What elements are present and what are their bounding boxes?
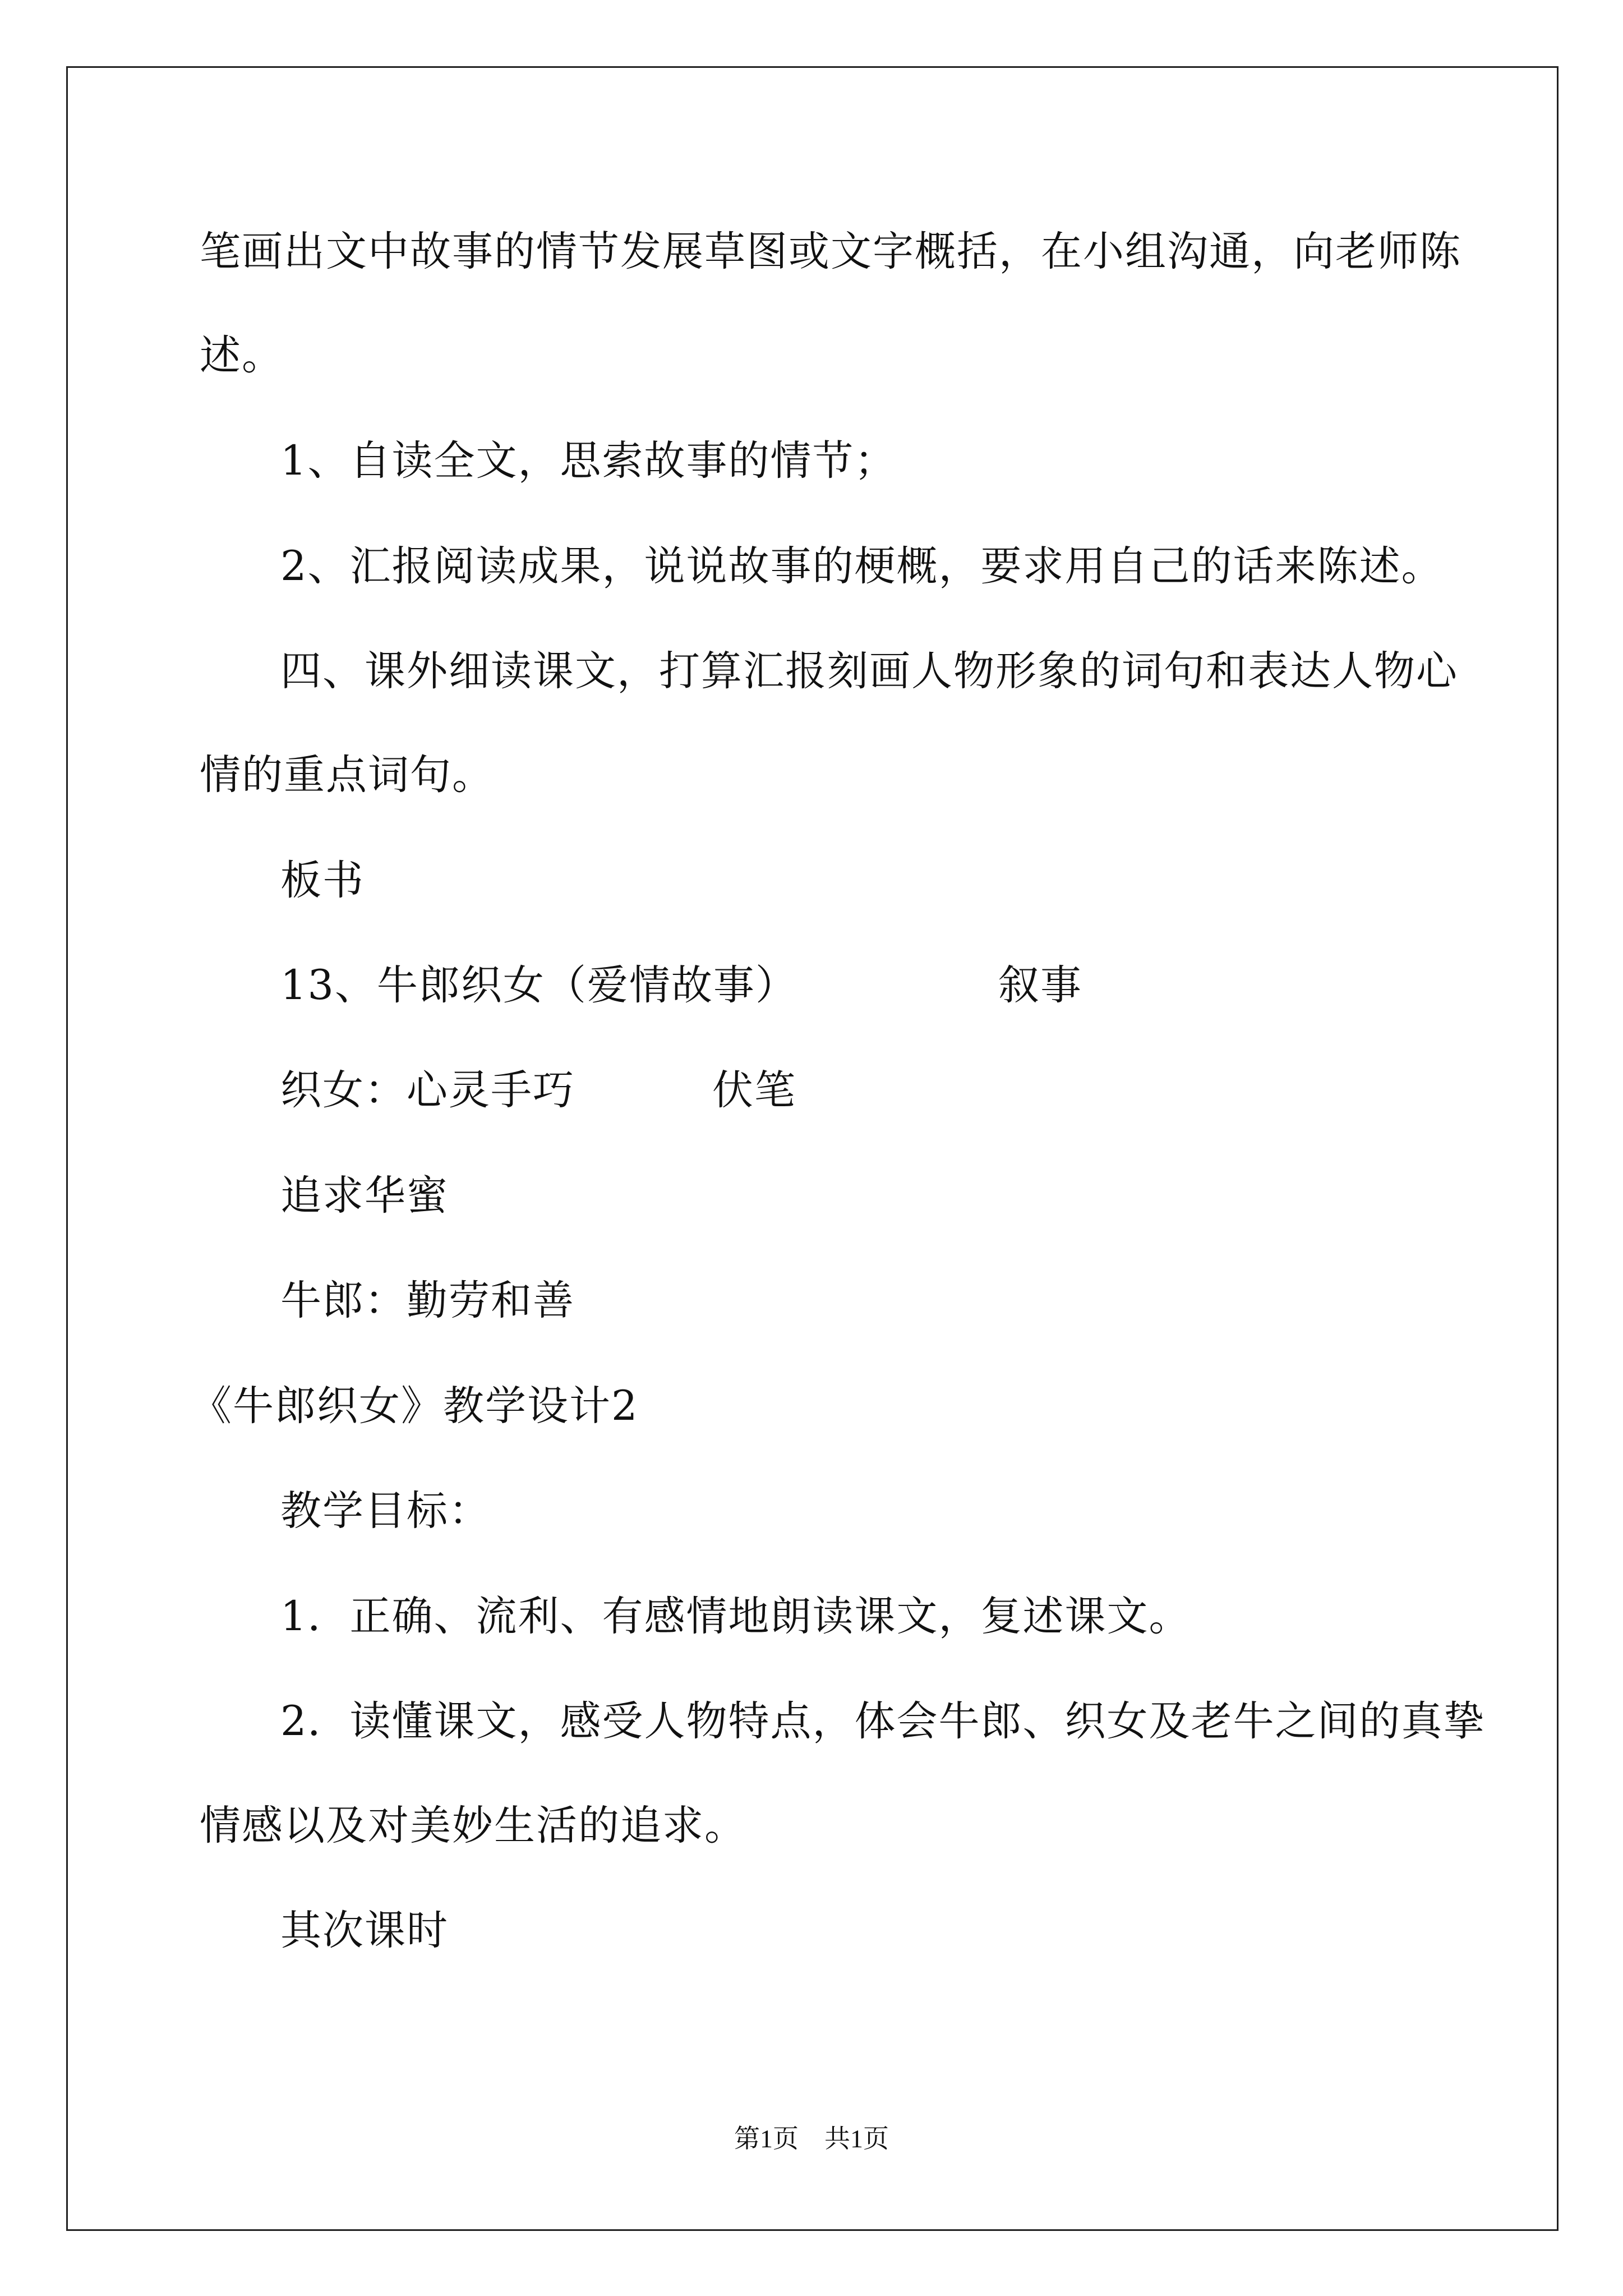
goal-1: 1．正确、流利、有感情地朗读课文，复述课文。 (280, 1593, 1191, 1640)
second-lesson: 其次课时 (280, 1907, 449, 1954)
cowherd-trait: 牛郎：勤劳和善 (280, 1277, 575, 1324)
section-four-cont: 情的重点词句。 (200, 751, 494, 799)
goal-2: 2．读懂课文，感受人物特点，体会牛郎、织女及老牛之间的真挚 (280, 1697, 1486, 1745)
text-line-2: 述。 (200, 332, 284, 379)
page-footer: 第1页 共1页 (734, 2124, 889, 2153)
list-item-1: 1、自读全文，思索故事的情节； (280, 437, 897, 485)
pursue-happiness: 追求华蜜 (280, 1172, 449, 1220)
design-title: 《牛郎织女》教学设计2 (191, 1382, 639, 1430)
section-four: 四、课外细读课文，打算汇报刻画人物形象的词句和表达人物心 (280, 647, 1458, 695)
board-heading: 板书 (280, 857, 365, 904)
board-title-line (280, 961, 1082, 1009)
board-title: 13、牛郎织女（爱情故事） (280, 961, 797, 1009)
note-narrative: 叙事 (998, 961, 1082, 1009)
text-line-1: 笔画出文中故事的情节发展草图或文字概括，在小组沟通，向老师陈 (200, 228, 1461, 275)
goals-heading: 教学目标： (280, 1487, 491, 1535)
weaver-trait: 织女：心灵手巧 (280, 1066, 575, 1114)
goal-2-cont: 情感以及对美妙生活的追求。 (200, 1802, 746, 1849)
list-item-2: 2、汇报阅读成果，说说故事的梗概，要求用自己的话来陈述。 (280, 542, 1444, 590)
weaver-line (280, 1066, 796, 1114)
note-foreshadow: 伏笔 (712, 1066, 796, 1114)
